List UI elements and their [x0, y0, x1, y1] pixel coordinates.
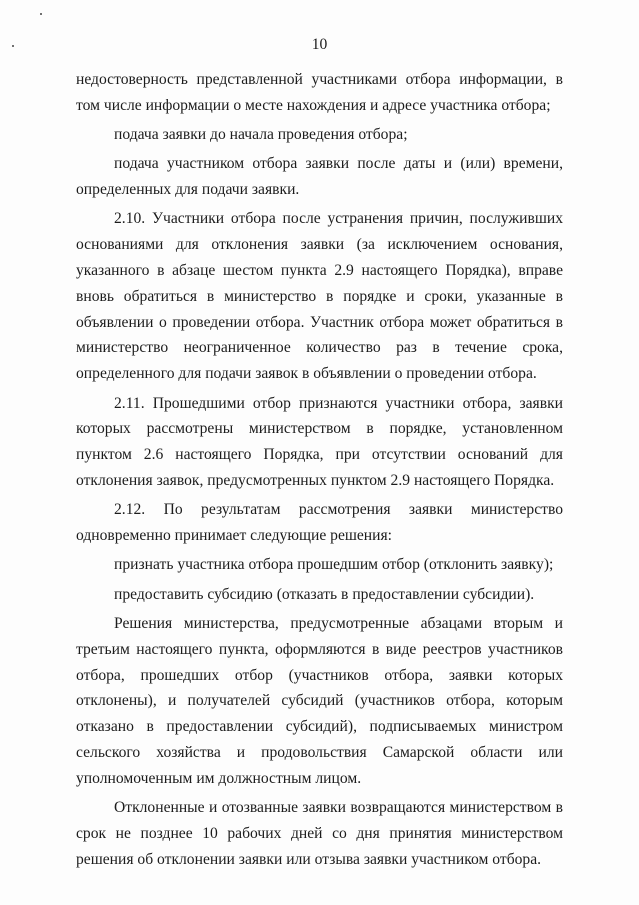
paragraph: Решения министерства, предусмотренные абзацами вторым и третьим настоящего пункта, оформляются в виде реестров участников отбора, прошедших отбор (участников отбора, заявки которых отклонены), и получателей субсидий (участников отбора, которым отказано в предоставлении субсидий), подписываемых министром сельского хозяйства и продовольствия Самарской области или уполномоченным им должностным лицом. [76, 614, 563, 787]
paragraph: Отклоненные и отозванные заявки возвращаются министерством в срок не позднее 10 рабочих дней со дня принятия министерством решения об отклонении заявки или отзыва заявки участником отбора. [76, 799, 563, 868]
page-number: 10 [311, 36, 328, 53]
paragraph: признать участника отбора прошедшим отбор (отклонить заявку); [114, 556, 554, 574]
document-body [76, 67, 563, 872]
paragraph-2-11: 2.11. Прошедшими отбор признаются участники отбора, заявки которых рассмотрены министерством в порядке, установленном пунктом 2.6 настоящего Порядка, при отсутствии оснований для отклонения заявок, предусмотренных пунктом 2.9 настоящего Порядка. [76, 394, 563, 489]
paragraph: недостоверность представленной участниками отбора информации, в том числе информации о месте нахождения и адресе участника отбора; [76, 71, 563, 114]
paragraph-2-12: 2.12. По результатам рассмотрения заявки министерство одновременно принимает следующие решения: [76, 501, 563, 545]
paragraph: подача заявки до начала проведения отбора; [114, 126, 408, 144]
scan-artifact [40, 13, 42, 15]
paragraph: подача участником отбора заявки после даты и (или) времени, определенных для подачи заявки. [76, 155, 563, 199]
paragraph-2-10: 2.10. Участники отбора после устранения причин, послуживших основаниями для отклонения заявки (за исключением основания, указанного в абзаце шестом пункта 2.9 настоящего Порядка), вправе вновь обратиться в министерство в порядке и сроки, указанные в объявлении о проведении отбора. Участник отбора может обратиться в министерство неограниченное количество раз в течение срока, определенного для подачи заявок в объявлении о проведении отбора. [76, 210, 563, 383]
paragraph: предоставить субсидию (отказать в предоставлении субсидии). [114, 585, 535, 603]
